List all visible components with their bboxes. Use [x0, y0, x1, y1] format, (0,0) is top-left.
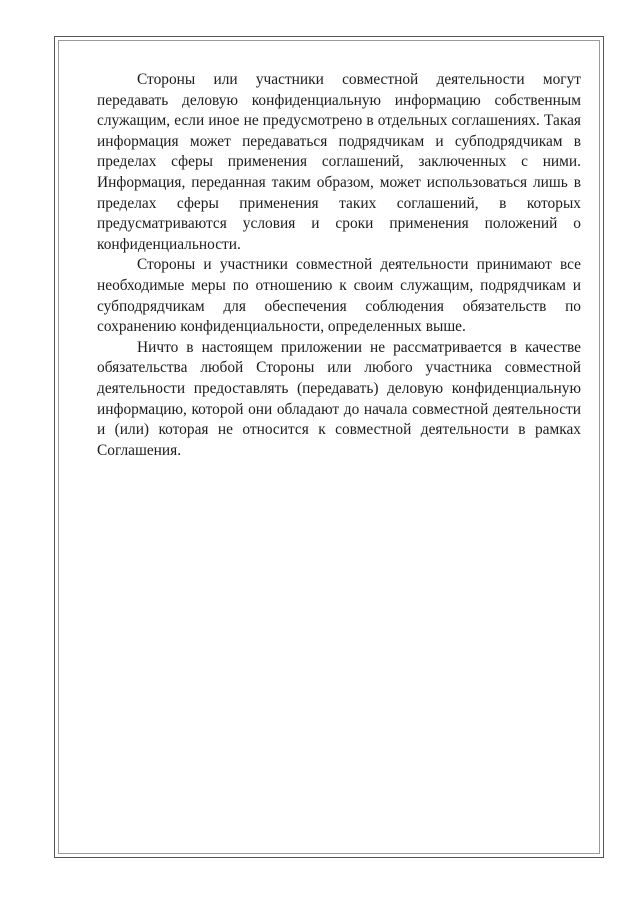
paragraph-2: Стороны и участники совместной деятельности принимают все необходимые меры по отношению к своим служащим, подрядчикам и субподрядчикам для обеспечения соблюдения обязательств по сохранению конфиденциальности, определенных выше. [97, 256, 581, 336]
document-body [97, 70, 581, 461]
paragraph-1: Стороны или участники совместной деятельности могут передавать деловую конфиденциальную информацию собственным служащим, если иное не предусмотрено в отдельных соглашениях. Такая информация может передаваться подрядчикам и субподрядчикам в пределах сферы применения соглашений, заключенных с ними. Информация, переданная таким образом, может использоваться лишь в пределах сферы применения таких соглашений, в которых предусматриваются условия и сроки применения положений о конфиденциальности. [97, 71, 581, 253]
paragraph-3: Ничто в настоящем приложении не рассматривается в качестве обязательства любой Стороны или любого участника совместной деятельности предоставлять (передавать) деловую конфиденциальную информацию, которой они обладают до начала совместной деятельности и (или) которая не относится к совместной деятельности в рамках Соглашения. [97, 338, 581, 459]
